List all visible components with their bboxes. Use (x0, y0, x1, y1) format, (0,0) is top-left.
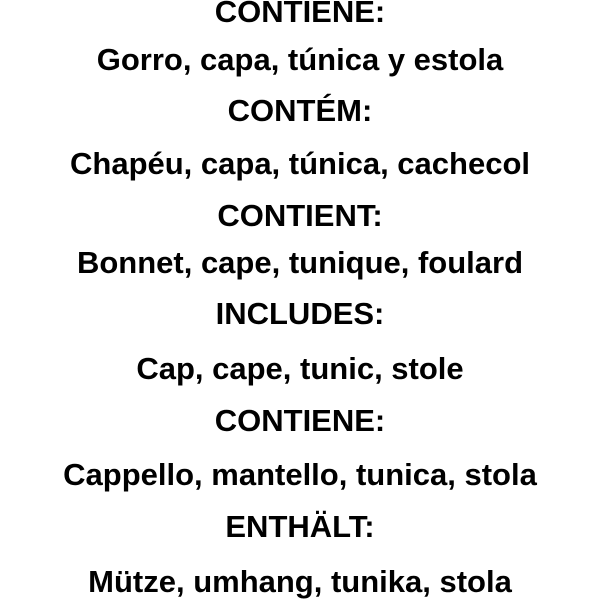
heading-german: ENTHÄLT: (225, 509, 375, 544)
heading-spanish: CONTIENE: (214, 0, 386, 29)
items-german: Mütze, umhang, tunika, stola (88, 564, 512, 599)
items-french: Bonnet, cape, tunique, foulard (76, 245, 524, 280)
heading-french: CONTIENT: (217, 198, 383, 233)
items-english: Cap, cape, tunic, stole (136, 351, 464, 386)
heading-portuguese: CONTÉM: (227, 93, 373, 128)
items-portuguese: Chapéu, capa, túnica, cachecol (70, 146, 530, 181)
heading-italian: CONTIENE: (214, 403, 386, 438)
heading-english: INCLUDES: (215, 296, 385, 331)
items-spanish: Gorro, capa, túnica y estola (96, 42, 504, 77)
items-italian: Cappello, mantello, tunica, stola (63, 457, 537, 492)
